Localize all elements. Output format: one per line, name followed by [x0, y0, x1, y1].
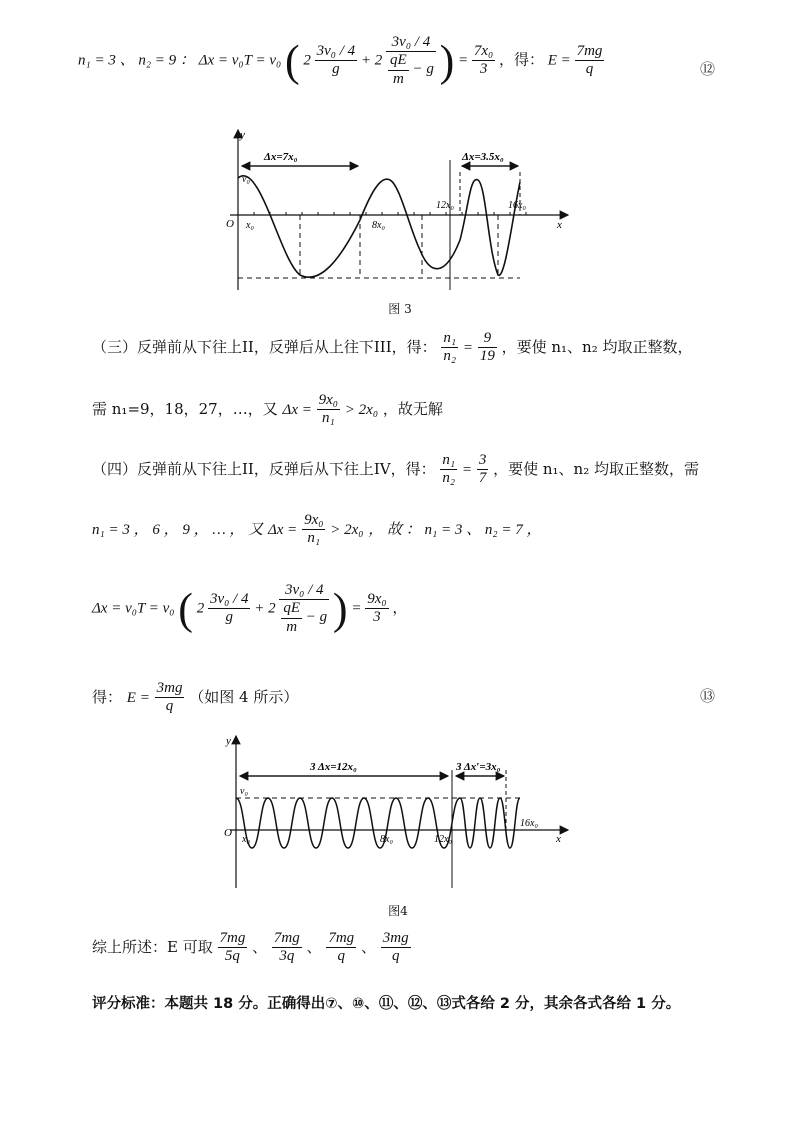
- equation-12: n₁ = 3 、 n₂ = 9 ： Δx = v₀T = v₀ ( 2 $\frac{\text{3v₀ / 4}}{g}$ + 2 3v₀ / 4 $\frac{qE}{m}$ − g ) = $\frac{\text{7x₀}}{3}$ ，得： E = $\frac{7mg}{q}$: [78, 34, 603, 87]
- fig4-mark-16: 16x₀: [520, 818, 538, 829]
- case3-line1: （三）反弹前从下往上II，反弹后从上往下III，得： $\frac{\text{n₁}}{\text{n₂}}$ = $\frac{9}{19}$ ，要使 n₁、n₂ 均取正整数，: [92, 330, 693, 365]
- fig3-x0: x₀: [246, 220, 254, 231]
- figure-4: [220, 730, 580, 895]
- case4-line2: n₁ = 3 ， 6 ， 9 ， … ， 又 Δx = $\frac{\text{9x₀}}{\text{n₁}}$ > 2x₀ ， 故 ： n₁ = 3 、 n₂ = 7 ，: [92, 512, 542, 547]
- fig4-mark-8: 8x₀: [380, 834, 393, 845]
- fig4-dx-label: 3 Δx=12x₀: [310, 761, 357, 773]
- case4-line1: （四）反弹前从下往上II，反弹后从下往上IV，得： $\frac{\text{n₁}}{\text{n₂}}$ = $\frac{3}{7}$ ，要使 n₁、n₂ 均取正整数，需: [92, 452, 699, 487]
- fig4-dx2-label: 3 Δx′=3x₀: [456, 761, 501, 773]
- equation-number-13: ⑬: [700, 687, 716, 705]
- summary-option-2: $\frac{7mg}{3q}$: [273, 930, 300, 965]
- fig3-mark-12: 12x₀: [436, 200, 454, 211]
- case3-line2: 需 n₁=9，18，27，…，又 Δx = $\frac{\text{9x₀}}{\text{n₁}}$ > 2x₀ ，故无解: [92, 392, 443, 427]
- case4-result: 得： E = $\frac{3mg}{q}$ （如图 4 所示）: [92, 680, 299, 715]
- case4-equation: Δx = v₀T = v₀ ( 2 $\frac{\text{3v₀ / 4}}{g}$ + 2 3v₀ / 4 $\frac{qE}{m}$ − g ) = $\frac{\text{9x₀}}{3}$ ，: [92, 582, 408, 635]
- fig4-mark-12: 12x₀: [434, 834, 452, 845]
- figure-3-caption: 图 3: [388, 302, 412, 316]
- equation-number-12: ⑫: [700, 60, 716, 78]
- summary-option-4: $\frac{3mg}{q}$: [382, 930, 409, 965]
- result-fraction: $\frac{7mg}{q}$: [576, 43, 603, 78]
- fig3-mark-16: 16x₀: [508, 200, 526, 211]
- term1-fraction: $\frac{\text{3v₀ / 4}}{g}$: [316, 43, 356, 78]
- fig4-y-label: y: [226, 735, 231, 747]
- fig4-v0: v₀: [240, 786, 248, 797]
- summary-option-3: $\frac{7mg}{q}$: [328, 930, 355, 965]
- result-lhs: E =: [547, 52, 571, 69]
- condition-n1-n2: n₁ = 3 、 n₂ = 9 ：: [78, 52, 195, 69]
- fig4-origin: O: [224, 827, 232, 839]
- fig4-wave-curve: [236, 798, 520, 848]
- fig4-x-label: x: [556, 833, 561, 845]
- summary-line: 综上所述：E 可取 $\frac{7mg}{5q}$ 、 $\frac{7mg}{3q}$ 、 $\frac{7mg}{q}$ 、 $\frac{3mg}{q}$: [92, 930, 409, 965]
- term2-fraction: 3v₀ / 4 $\frac{qE}{m}$ − g: [386, 34, 436, 88]
- summary-option-1: $\frac{7mg}{5q}$: [219, 930, 246, 965]
- rhs-fraction: $\frac{\text{7x₀}}{3}$: [473, 43, 494, 78]
- fig3-x-label: x: [557, 219, 562, 231]
- fig3-origin: O: [226, 218, 234, 230]
- fig3-mark-8: 8x₀: [372, 220, 385, 231]
- fig3-y-label: y: [240, 129, 245, 141]
- scoring-standard: 评分标准：本题共 18 分。正确得出⑦、⑩、⑪、⑫、⑬式各给 2 分，其余各式各给 1 分。: [92, 996, 681, 1012]
- figure-3: [220, 120, 580, 300]
- delta-x-lhs: Δx = v₀T = v₀: [198, 52, 282, 69]
- figure-4-caption: 图4: [388, 904, 408, 918]
- result-label: ，得：: [499, 52, 545, 69]
- fig3-dx-label: Δx=7x₀: [264, 151, 298, 163]
- fig3-v0: v₀: [242, 174, 250, 185]
- fig3-dx2-label: Δx=3.5x₀: [462, 151, 504, 163]
- fig4-x0: x₀: [242, 834, 250, 845]
